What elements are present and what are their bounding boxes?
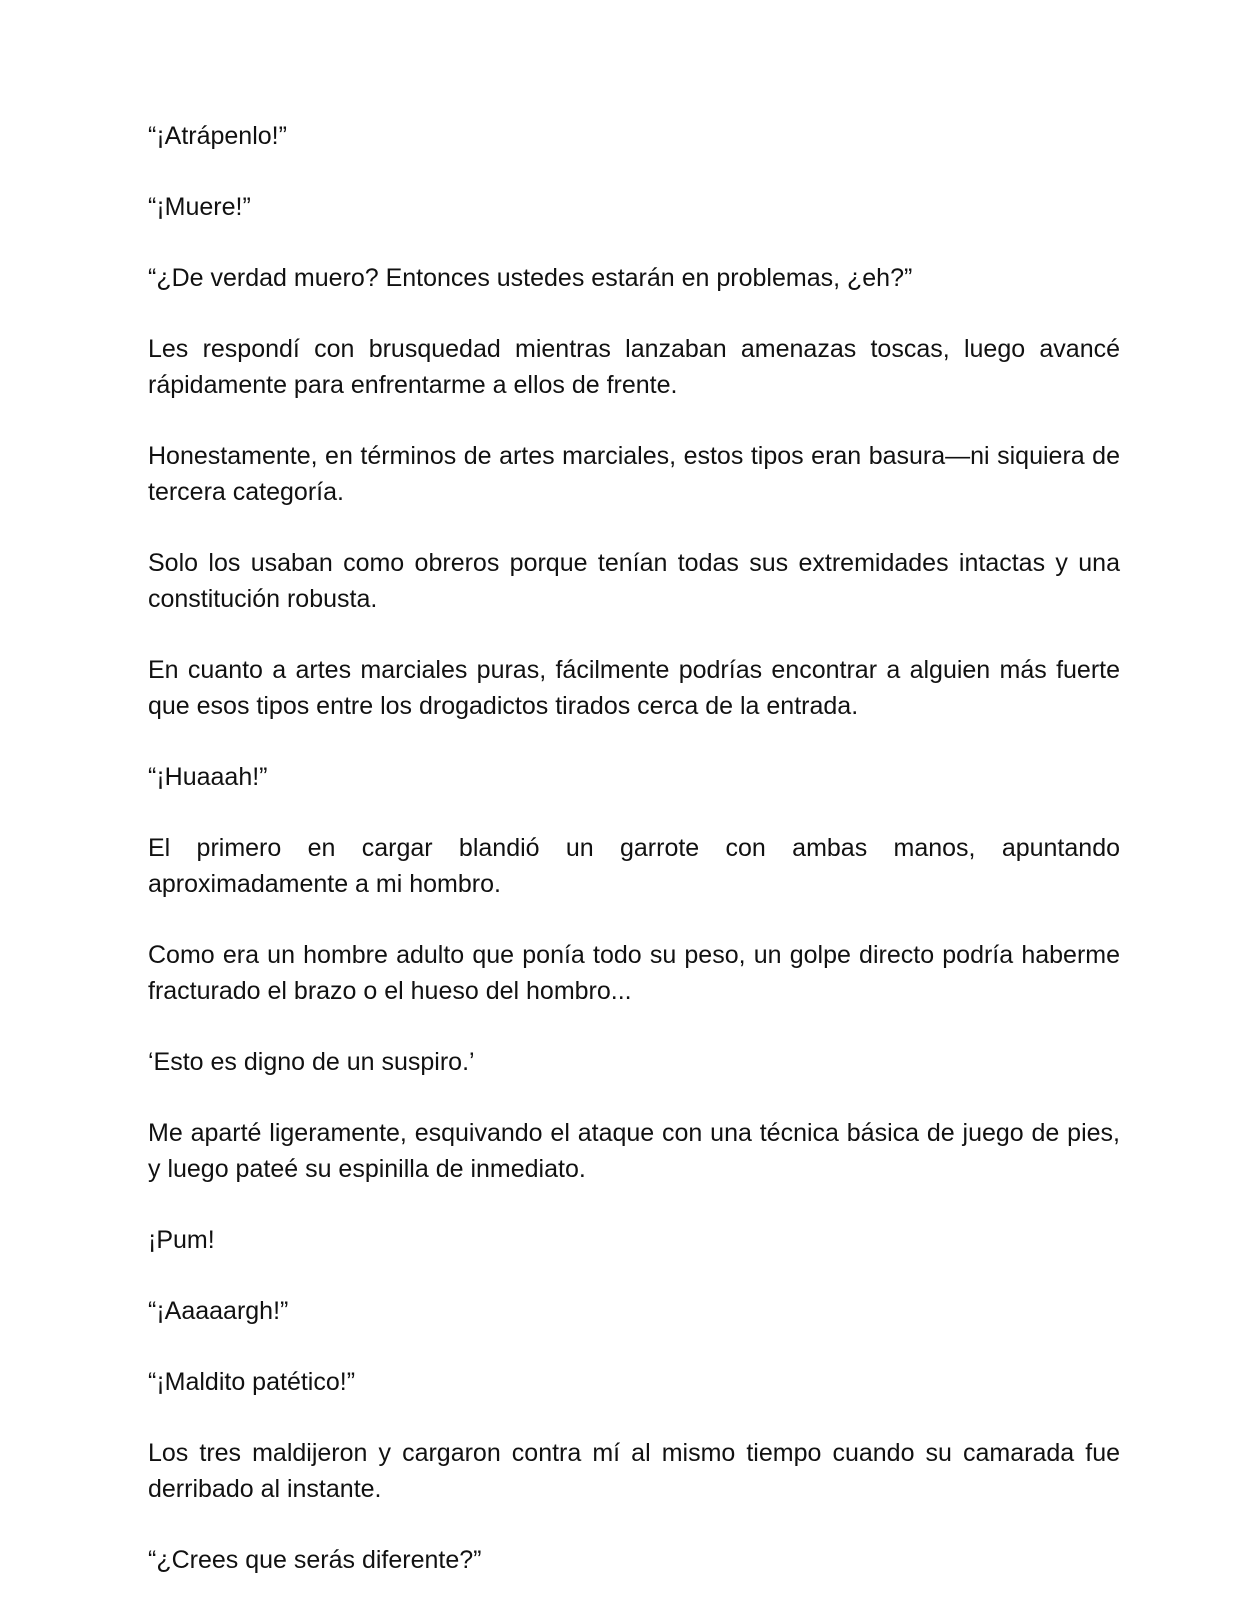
narrative-paragraph: El primero en cargar blandió un garrote con ambas manos, apuntando aproximadamente a mi hombro. bbox=[148, 834, 1120, 898]
narrative-paragraph: En cuanto a artes marciales puras, fácilmente podrías encontrar a alguien más fuerte que esos tipos entre los drogadictos tirados cerca de la entrada. bbox=[148, 656, 1120, 720]
thought-paragraph: ‘Esto es digno de un suspiro.’ bbox=[148, 1048, 475, 1076]
dialogue-paragraph: “¡Huaaah!” bbox=[148, 763, 268, 791]
dialogue-paragraph: “¡Maldito patético!” bbox=[148, 1368, 356, 1396]
dialogue-paragraph: “¡Aaaaargh!” bbox=[148, 1297, 289, 1325]
sound-effect-paragraph: ¡Pum! bbox=[148, 1226, 215, 1254]
narrative-paragraph: Honestamente, en términos de artes marciales, estos tipos eran basura—ni siquiera de tercera categoría. bbox=[148, 442, 1120, 506]
dialogue-paragraph: “¿De verdad muero? Entonces ustedes estarán en problemas, ¿eh?” bbox=[148, 264, 913, 292]
dialogue-paragraph: “¡Atrápenlo!” bbox=[148, 122, 287, 150]
dialogue-paragraph: “¿Crees que serás diferente?” bbox=[148, 1546, 482, 1574]
narrative-paragraph: Les respondí con brusquedad mientras lanzaban amenazas toscas, luego avancé rápidamente para enfrentarme a ellos de frente. bbox=[148, 335, 1120, 399]
narrative-paragraph: Me aparté ligeramente, esquivando el ataque con una técnica básica de juego de pies, y luego pateé su espinilla de inmediato. bbox=[148, 1119, 1120, 1183]
narrative-paragraph: Solo los usaban como obreros porque tenían todas sus extremidades intactas y una constitución robusta. bbox=[148, 549, 1120, 613]
document-page bbox=[148, 118, 1120, 1578]
narrative-paragraph: Como era un hombre adulto que ponía todo su peso, un golpe directo podría haberme fracturado el brazo o el hueso del hombro... bbox=[148, 941, 1120, 1005]
dialogue-paragraph: “¡Muere!” bbox=[148, 193, 251, 221]
narrative-paragraph: Los tres maldijeron y cargaron contra mí al mismo tiempo cuando su camarada fue derribado al instante. bbox=[148, 1439, 1120, 1503]
